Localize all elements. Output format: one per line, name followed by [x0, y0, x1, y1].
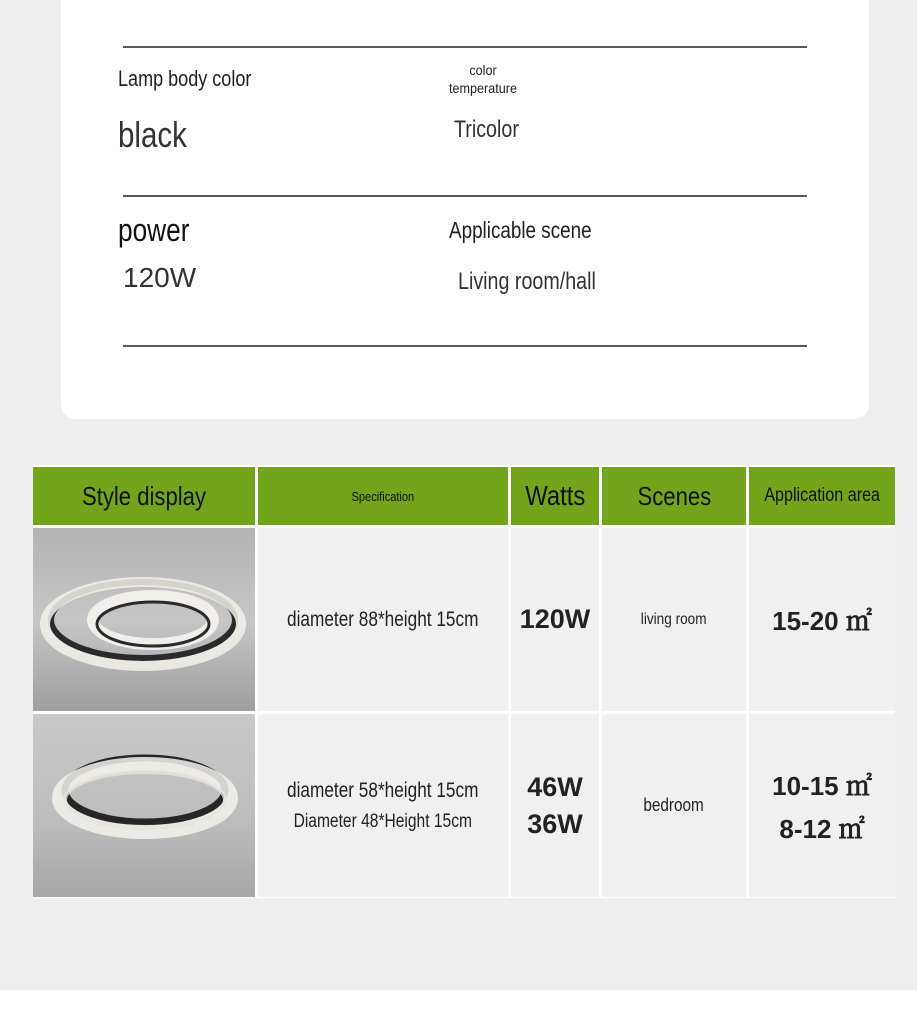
spec-card	[61, 0, 869, 419]
lamp-small-image	[33, 714, 255, 897]
product-table	[33, 465, 895, 898]
lamp-body-color-value: black	[118, 114, 187, 155]
product-photo-large	[33, 528, 255, 711]
header-watts: Watts	[511, 467, 599, 525]
lamp-body-color-label: Lamp body color	[118, 66, 252, 91]
row2-area: 10-15 ㎡ 8-12 ㎡	[749, 714, 895, 897]
row2-specification: diameter 58*height 15cm Diameter 48*Height 15cm	[258, 714, 508, 897]
lamp-large-image	[33, 528, 255, 711]
divider-top	[123, 46, 807, 48]
row1-specification: diameter 88*height 15cm	[258, 528, 508, 711]
product-photo-small	[33, 714, 255, 897]
row1-scene: living room	[602, 528, 746, 711]
color-temperature-label: color temperature	[449, 62, 517, 96]
divider-middle	[123, 195, 807, 197]
header-specification: Specification	[258, 467, 508, 525]
header-scenes: Scenes	[602, 467, 746, 525]
row1-area: 15-20 ㎡	[749, 528, 895, 711]
applicable-scene-label: Applicable scene	[449, 217, 592, 243]
power-label: power	[118, 212, 190, 248]
color-temperature-value: Tricolor	[454, 116, 519, 143]
power-value: 120W	[123, 262, 197, 293]
row2-scene: bedroom	[602, 714, 746, 897]
applicable-scene-value: Living room/hall	[458, 268, 596, 295]
header-application-area: Application area	[749, 467, 895, 525]
row1-watts: 120W	[511, 528, 599, 711]
bottom-strip	[0, 990, 917, 1024]
row2-watts: 46W 36W	[511, 714, 599, 897]
header-style-display: Style display	[33, 467, 255, 525]
divider-bottom	[123, 345, 807, 347]
